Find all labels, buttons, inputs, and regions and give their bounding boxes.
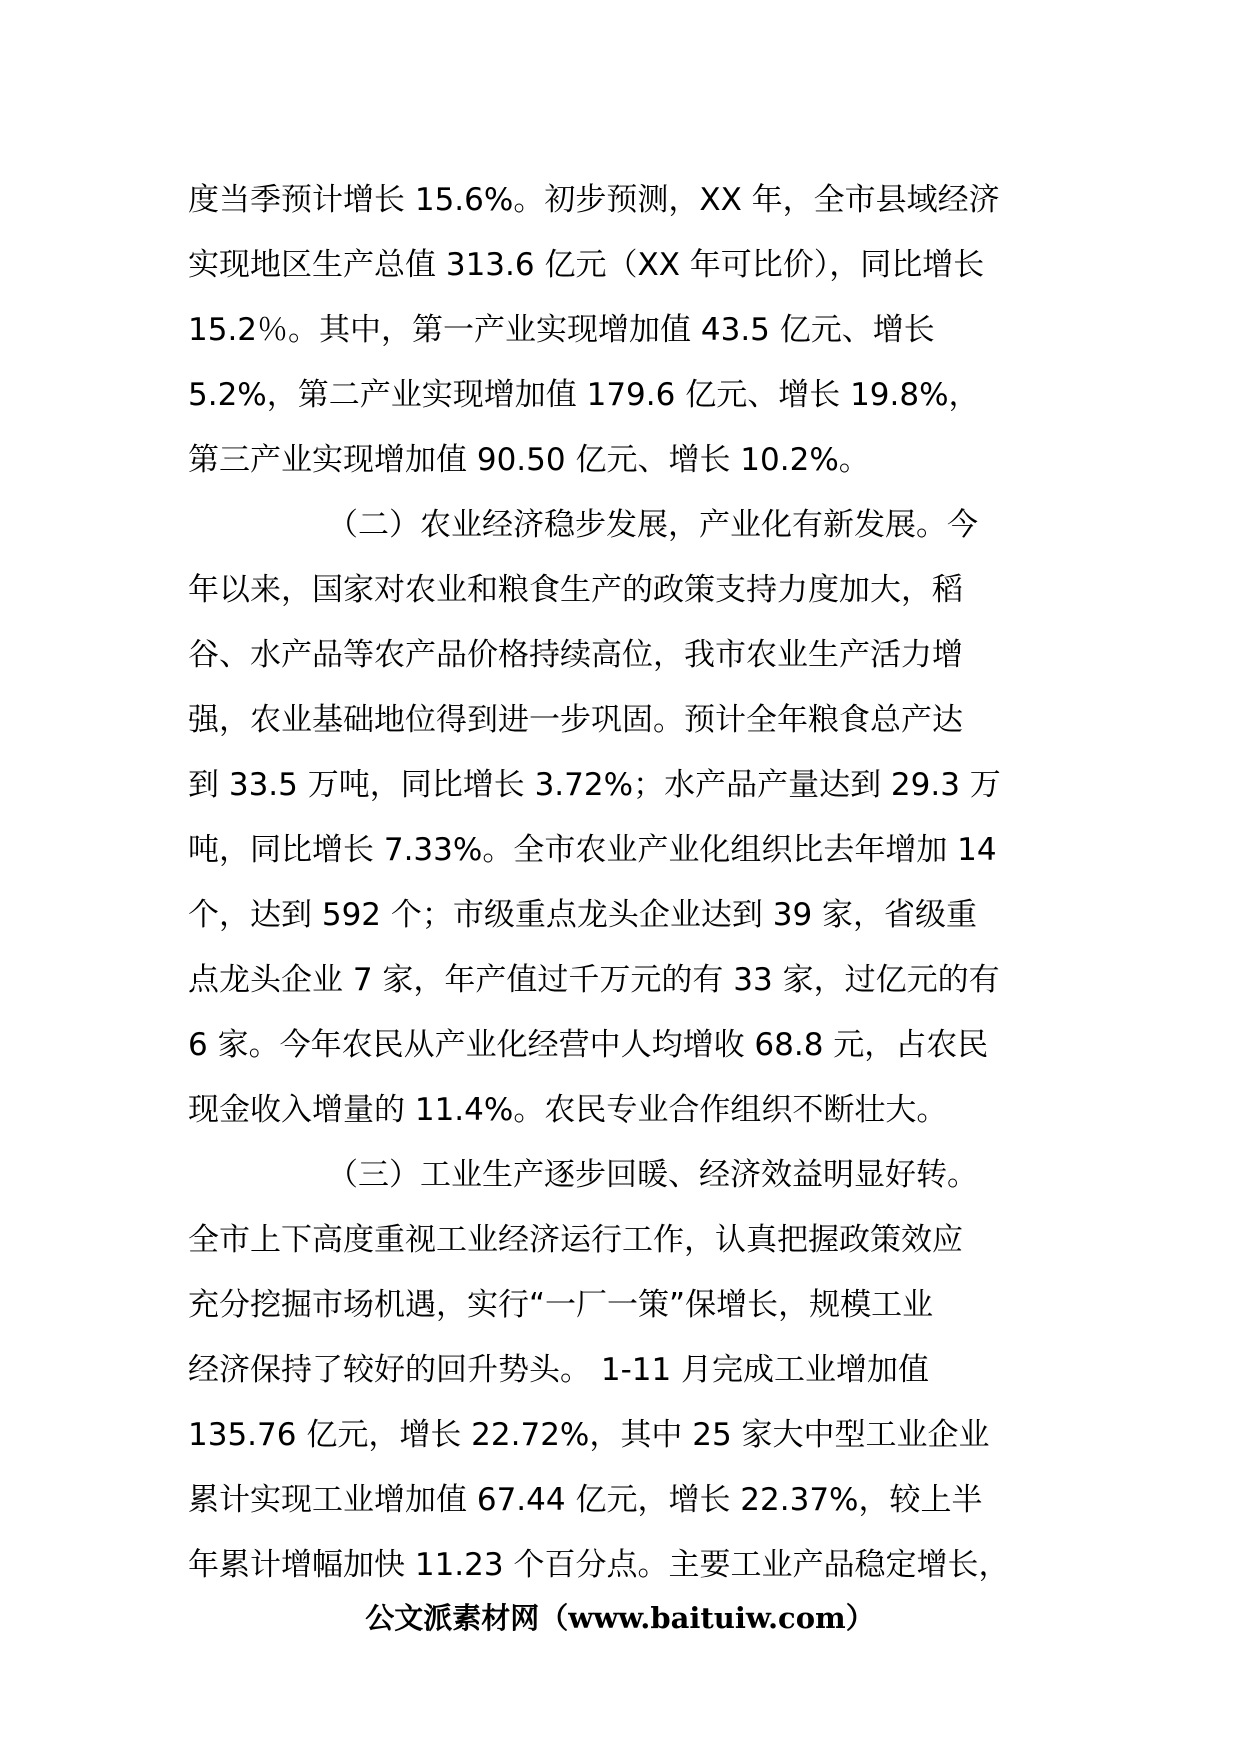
text-line-20: 135.76 亿元，增长 22.72%，其中 25 家大中型工业企业: [188, 1417, 990, 1453]
text-line-7: 年以来，国家对农业和粮食生产的政策支持力度加大，稻: [188, 572, 963, 608]
text-line-4: 5.2%，第二产业实现增加值 179.6 亿元、增长 19.8%，: [188, 377, 980, 413]
text-line-2: 实现地区生产总值 313.6 亿元（XX 年可比价），同比增长: [188, 247, 985, 283]
text-line-10: 到 33.5 万吨，同比增长 3.72%；水产品产量达到 29.3 万: [188, 767, 1001, 803]
text-line-13: 点龙头企业 7 家，年产值过千万元的有 33 家，过亿元的有: [188, 962, 1000, 998]
section-heading-industry: （三）工业生产逐步回暖、经济效益明显好转。: [327, 1157, 978, 1193]
text-line-3: 15.2％。其中，第一产业实现增加值 43.5 亿元、增长: [188, 312, 935, 348]
text-line-15: 现金收入增量的 11.4%。农民专业合作组织不断壮大。: [188, 1092, 948, 1128]
body-text: [188, 168, 1060, 1598]
text-line-11: 吨，同比增长 7.33%。全市农业产业化组织比去年增加 14: [188, 832, 997, 868]
text-line-12: 个，达到 592 个；市级重点龙头企业达到 39 家，省级重: [188, 897, 978, 933]
text-line-21: 累计实现工业增加值 67.44 亿元，增长 22.37%，较上半: [188, 1482, 983, 1518]
text-line-19: 经济保持了较好的回升势头。 1-11 月完成工业增加值: [188, 1352, 930, 1388]
text-line-9: 强，农业基础地位得到进一步巩固。预计全年粮食总产达: [188, 702, 963, 738]
text-line-17: 全市上下高度重视工业经济运行工作，认真把握政策效应: [188, 1222, 963, 1258]
text-line-18: 充分挖掘市场机遇，实行“一厂一策”保增长，规模工业: [188, 1287, 934, 1323]
text-line-14: 6 家。今年农民从产业化经营中人均增收 68.8 元，占农民: [188, 1027, 989, 1063]
text-line-22: 年累计增幅加快 11.23 个百分点。主要工业产品稳定增长，: [188, 1547, 1010, 1583]
text-line-8: 谷、水产品等农产品价格持续高位，我市农业生产活力增: [188, 637, 963, 673]
text-line-1: 度当季预计增长 15.6%。初步预测，XX 年，全市县域经济: [188, 182, 1000, 218]
text-line-5: 第三产业实现增加值 90.50 亿元、增长 10.2%。: [188, 442, 870, 478]
footer-watermark: 公文派素材网（www.baituiw.com）: [365, 1601, 875, 1635]
section-heading-agriculture: （二）农业经济稳步发展，产业化有新发展。今: [327, 507, 978, 543]
